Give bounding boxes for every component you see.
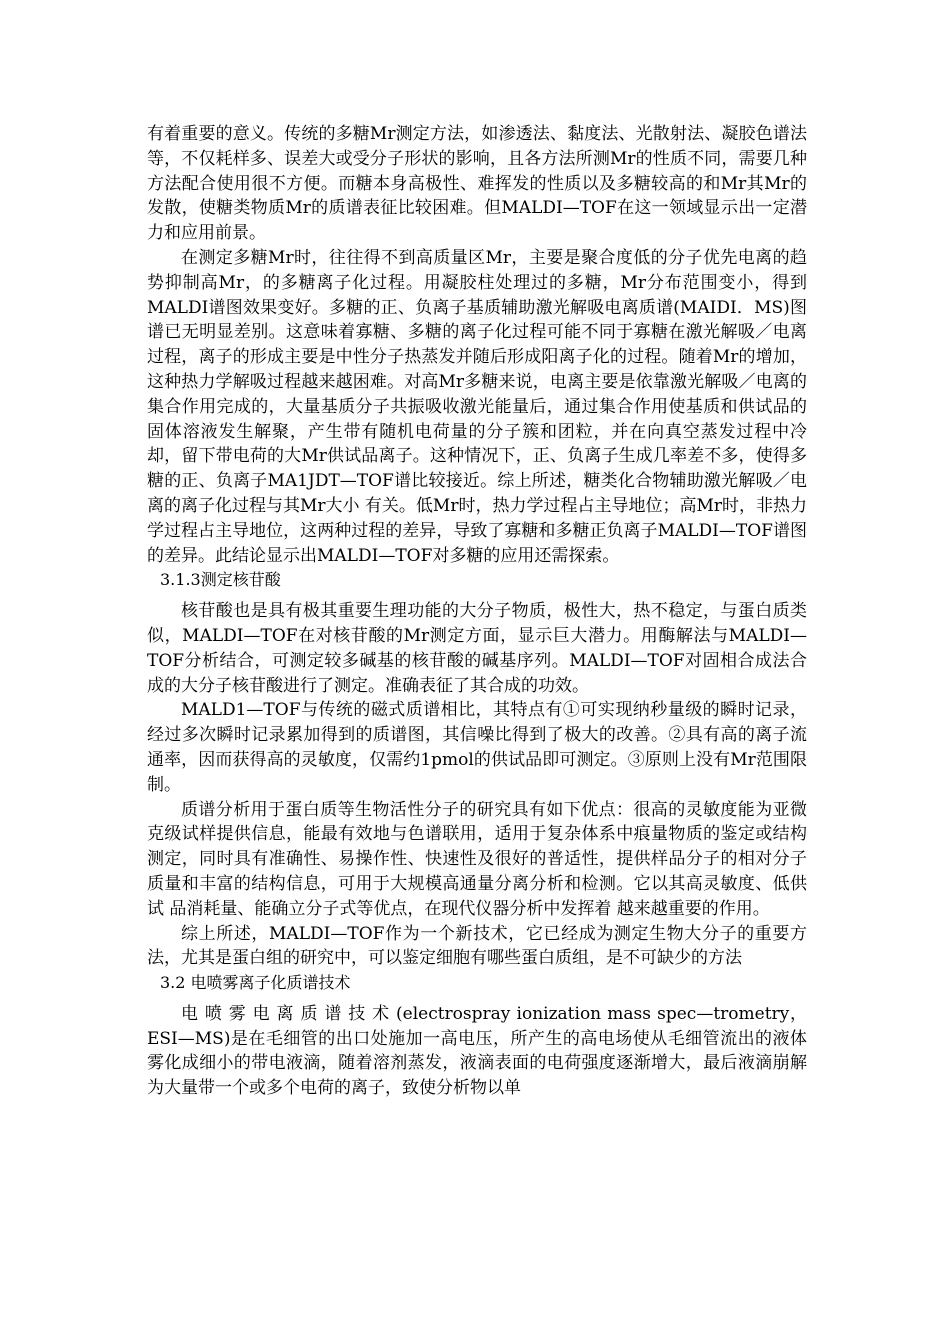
document-page (147, 122, 807, 1101)
paragraph-ms-advantages: 质谱分析用于蛋白质等生物活性分子的研究具有如下优点：很高的灵敏度能为亚微克级试样提供信息，能最有效地与色谱联用，适用于复杂体系中痕量物质的鉴定或结构测定，同时具有准确性、易操作性、快速性及很好的普适性，提供样品分子的相对分子质量和丰富的结构信息，可用于大规模高通量分离分析和检测。它以其高灵敏度、低供试 品消耗量、能确立分子式等优点，在现代仪器分析中发挥着 越来越重要的作用。 (147, 799, 807, 919)
paragraph-maldi-features: MALD1—TOF与传统的磁式质谱相比，其特点有①可实现纳秒量级的瞬时记录，经过多次瞬时记录累加得到的质谱图，其信噪比得到了极大的改善。②具有高的离子流通率，因而获得高的灵敏度，仅需约1pmol的供试品即可测定。③原则上没有Mr范围限制。 (147, 700, 807, 795)
section-heading-esi: 3.2 电喷雾离子化质谱技术 (160, 973, 351, 993)
paragraph-nucleotide: 核苷酸也是具有极其重要生理功能的大分子物质，极性大，热不稳定，与蛋白质类似，MALDI—TOF在对核苷酸的Mr测定方面，显示巨大潜力。用酶解法与MALDI—TOF分析结合，可测定较多碱基的核苷酸的碱基序列。MALDI—TOF对固相合成法合成的大分子核苷酸进行了测定。准确表征了其合成的功效。 (147, 601, 807, 696)
paragraph-polysaccharide-intro: 有着重要的意义。传统的多糖Mr测定方法，如渗透法、黏度法、光散射法、凝胶色谱法等，不仅耗样多、误差大或受分子形状的影响，且各方法所测Mr的性质不同，需要几种方法配合使用很不方便。而糖本身高极性、难挥发的性质以及多糖较高的和Mr其Mr的发散，使糖类物质Mr的质谱表征比较困难。但MALDI—TOF在这一领域显示出一定潜力和应用前景。 (147, 124, 807, 244)
paragraph-summary: 综上所述，MALDI—TOF作为一个新技术，它已经成为测定生物大分子的重要方法，尤其是蛋白组的研究中，可以鉴定细胞有哪些蛋白质组，是不可缺少的方法 (147, 923, 807, 969)
paragraph-esi-ms: 电 喷 雾 电 离 质 谱 技 术 (electrospray ionization mass spec—trometry，ESI—MS)是在毛细管的出口处施加一高电压，所产生的高电场使从毛细管流出的液体雾化成细小的带电液滴，随着溶剂蒸发，液滴表面的电荷强度逐渐增大，最后液滴崩解为大量带一个或多个电荷的离子，致使分析物以单 (147, 1003, 807, 1099)
paragraph-polysaccharide-ionization: 在测定多糖Mr时，往往得不到高质量区Mr，主要是聚合度低的分子优先电离的趋势抑制高Mr，的多糖离子化过程。用凝胶柱处理过的多糖，Mr分布范围变小，得到MALDI谱图效果变好。多糖的正、负离子基质辅助激光解吸电离质谱(MAIDI．MS)图谱已无明显差别。这意味着寡糖、多糖的离子化过程可能不同于寡糖在激光解吸／电离过程，离子的形成主要是中性分子热蒸发并随后形成阳离子化的过程。随着Mr的增加，这种热力学解吸过程越来越困难。对高Mr多糖来说，电离主要是依靠激光解吸／电离的集合作用完成的，大量基质分子共振吸收激光能量后，通过集合作用使基质和供试品的固体溶液发生解聚，产生带有随机电荷量的分子簇和团粒，并在向真空蒸发过程中冷却，留下带电荷的大Mr供试品离子。这种情况下，正、负离子生成几率差不多，使得多糖的正、负离子MA1JDT—TOF谱比较接近。综上所述，糖类化合物辅助激光解吸／电离的离子化过程与其Mr大小 有关。低Mr时，热力学过程占主导地位；高Mr时，非热力学过程占主导地位，这两种过程的差异，导致了寡糖和多糖正负离子MALDI—TOF谱图的差异。此结论显示出MALDI—TOF对多糖的应用还需探索。 (147, 247, 808, 566)
section-heading-nucleotide: 3.1.3测定核苷酸 (160, 570, 281, 590)
